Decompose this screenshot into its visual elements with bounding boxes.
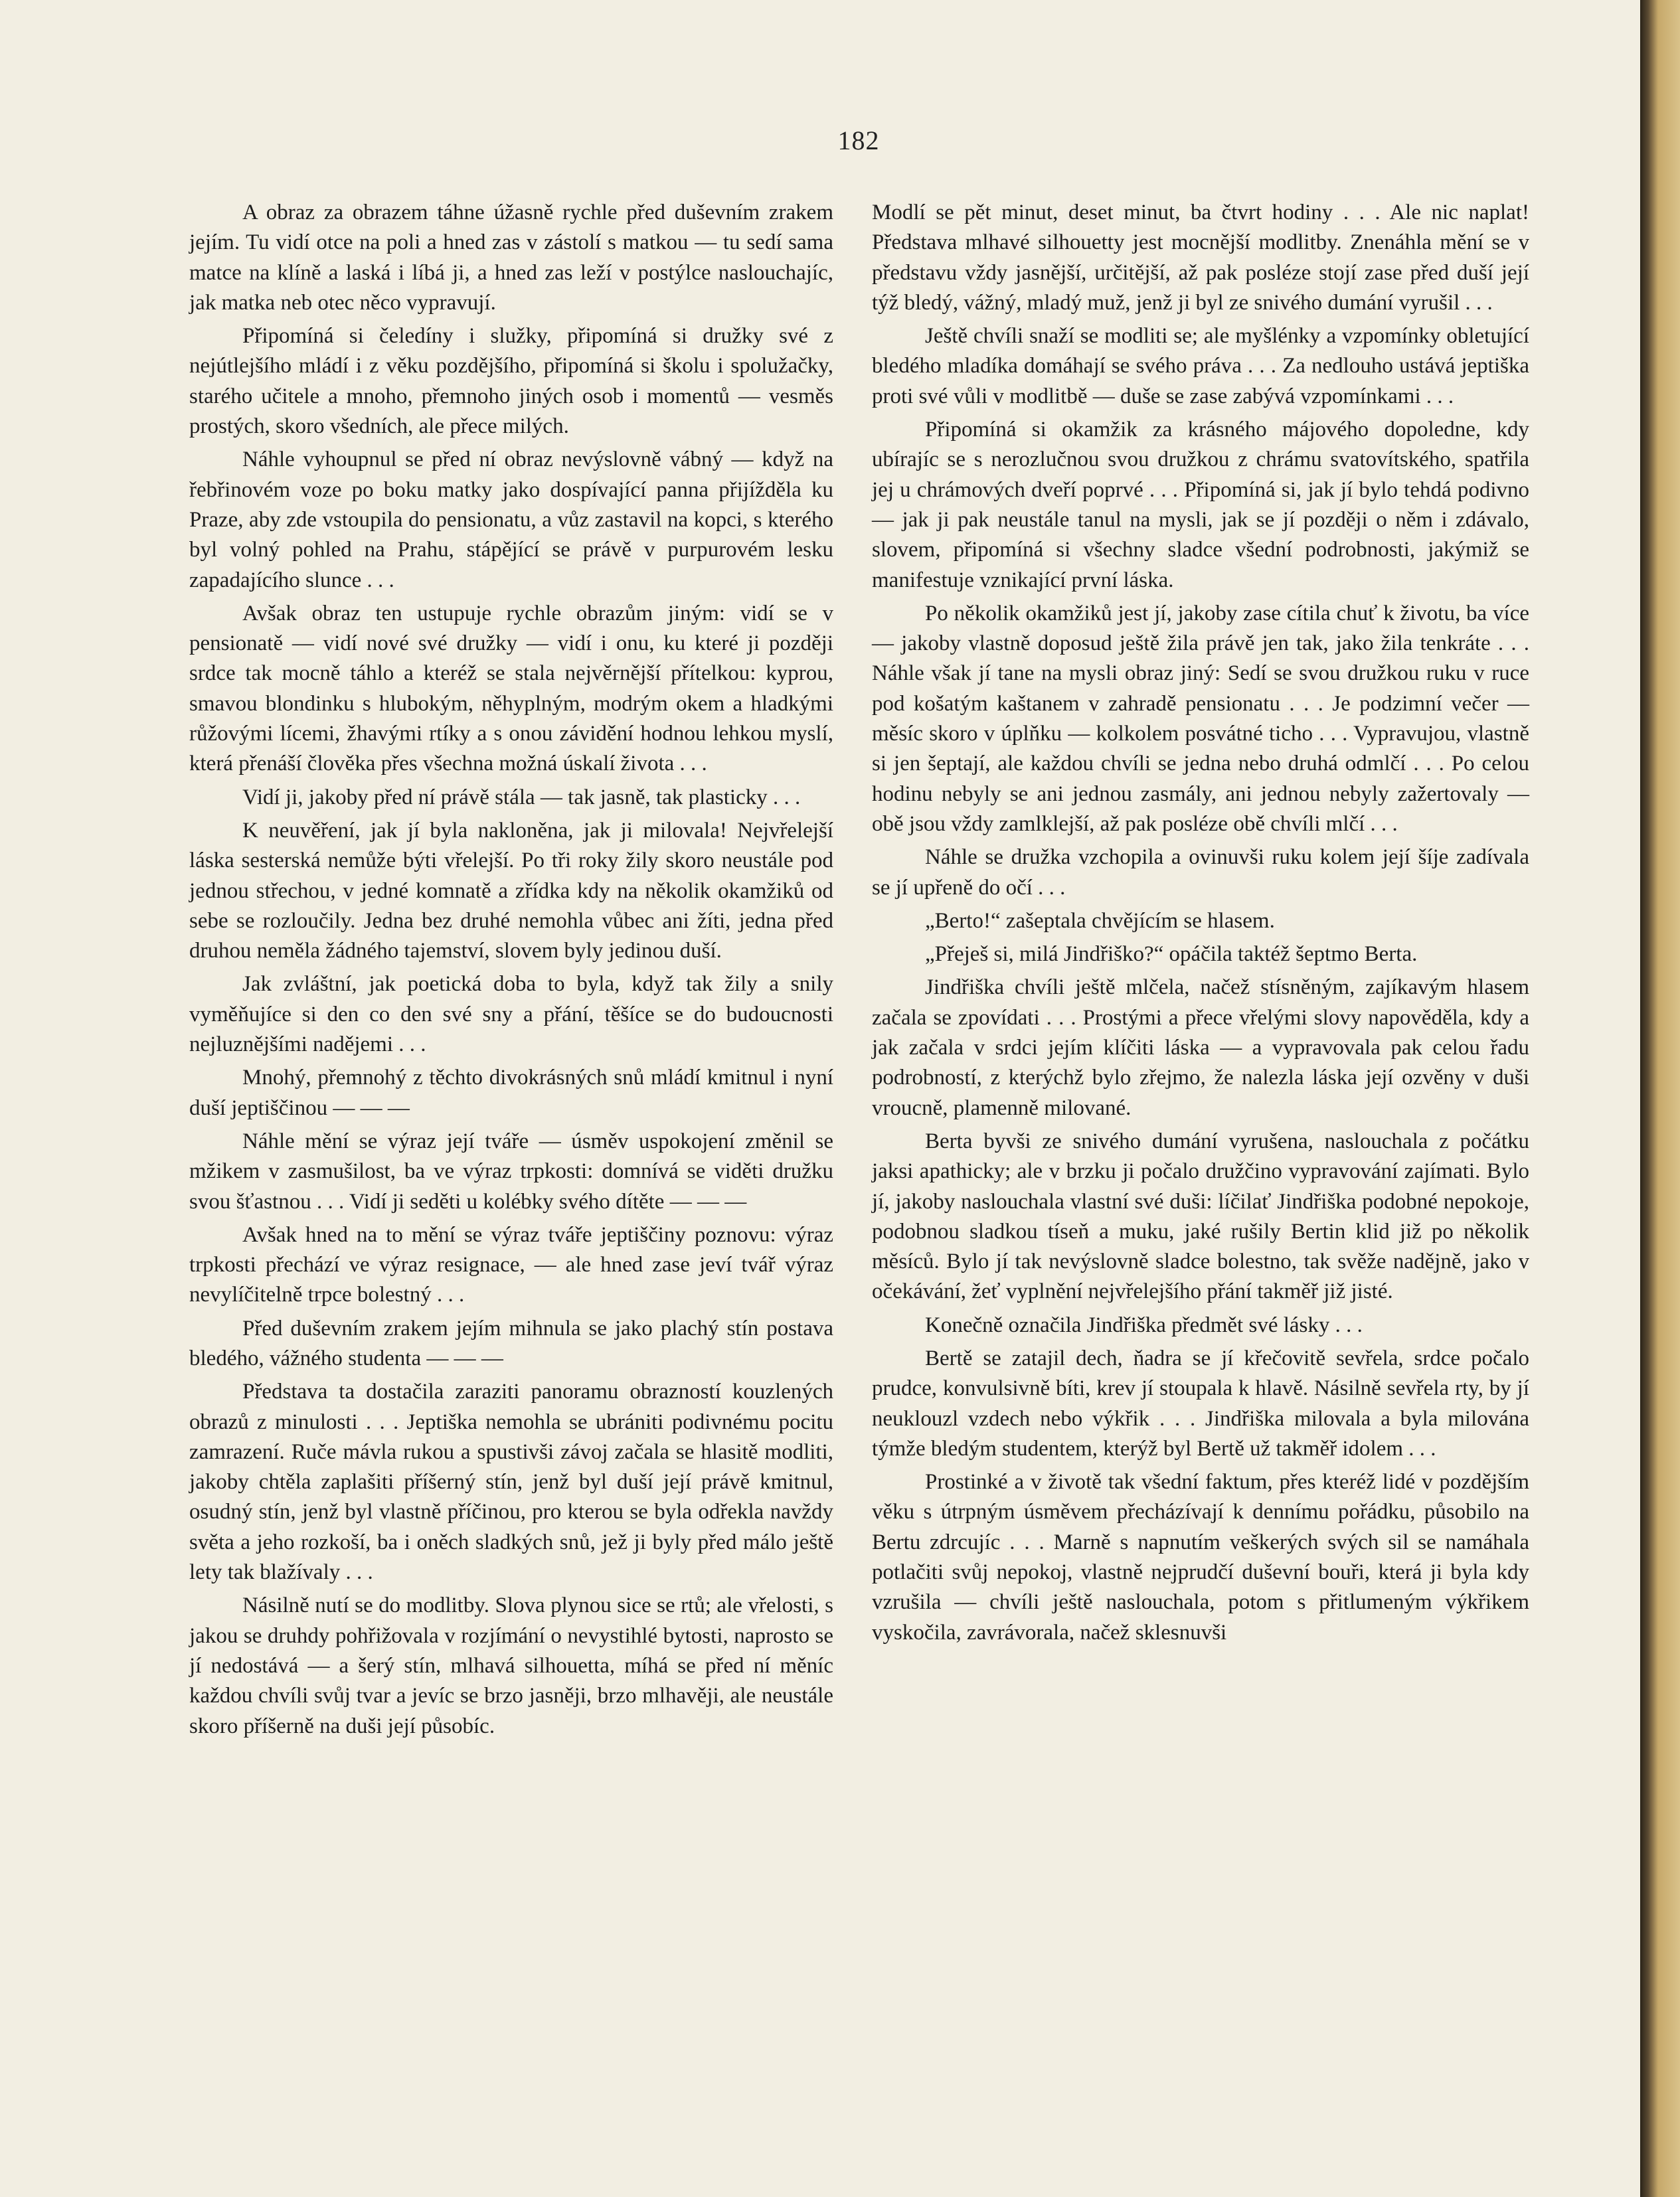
paragraph: „Berto!“ zašeptala chvějícím se hlasem. [925, 908, 1275, 933]
paragraph: Bertě se zatajil dech, ňadra se jí křečovitě sevřela, srdce počalo prudce, konvulsivně bíti, krev jí stoupala k hlavě. Násilně sevřela rty, by jí neuklouzl vzdech nebo výkřik . . . Jindřiška milovala a byla milována týmže bledým studentem, kterýž byl Bertě už takměř idolem . . . [872, 1346, 1529, 1461]
paragraph: A obraz za obrazem táhne úžasně rychle před duševním zrakem jejím. Tu vidí otce na poli a hned zas v zástolí s matkou — tu sedí sama matce na klíně a laská i líbá ji, a hned zas leží v postýlce naslouchajíc, jak matka neb otec něco vypravují. [189, 201, 833, 315]
right-column [872, 198, 1529, 1648]
column-divider [851, 199, 852, 1985]
paragraph: „Přeješ si, milá Jindřiško?“ opáčila taktéž šeptmo Berta. [925, 942, 1418, 967]
paragraph: Náhle vyhoupnul se před ní obraz nevýslovně vábný — když na řebřinovém voze po boku matky jako dospívající panna přijížděla ku Praze, aby zde vstoupila do pensionatu, a vůz zastavil na kopci, s kterého byl volný pohled na Prahu, stápějící se právě v purpurovém lesku zapadajícího slunce . . . [189, 448, 833, 592]
page-edge-binding [1640, 0, 1680, 2197]
paragraph: Prostinké a v životě tak všední faktum, přes kteréž lidé v pozdějším věku s útrpným úsměvem přecházívají k dennímu pořádku, působilo na Bertu zdrcujíc . . . Marně s napnutím veškerých svých sil se namáhala potlačiti svůj nepokoj, vlastně nejprudčí duševní bouři, která ji byla kdy vzrušila — chvíli ještě naslouchala, potom s přitlumeným výkřikem vyskočila, zavrávorala, načež sklesnuvši [872, 1470, 1529, 1645]
page-number: 182 [837, 125, 880, 155]
paragraph: Připomíná si čeledíny i služky, připomíná si družky své z nejútlejšího mládí i z věku pozdějšího, připomíná si školu i spolužačky, starého učitele a mnoho, přemnoho jiných osob i momentů — vesměs prostých, skoro všedních, ale přece milých. [189, 324, 833, 439]
paragraph: Avšak hned na to mění se výraz tváře jeptiščiny poznovu: výraz trpkosti přechází ve výraz resignace, — ale hned zase jeví tvář výraz nevylíčitelně trpce bolestný . . . [189, 1222, 833, 1307]
paragraph: Modlí se pět minut, deset minut, ba čtvrt hodiny . . . Ale nic naplat! Představa mlhavé silhouetty jest mocnější modlitby. Znenáhla mění se v představu vždy jasnější, určitější, až pak posléze stojí zase před duší její týž bledý, vážný, mladý muž, jenž ji byl ze snivého dumání vyrušil . . . [872, 201, 1529, 315]
paragraph: Jindřiška chvíli ještě mlčela, načež stísněným, zajíkavým hlasem začala se zpovídati . . . Prostými a přece vřelými slovy napověděla, kdy a jak začala v srdci jejím klíčiti láska — a vypravovala pak celou řadu podrobností, z kterýchž bylo zřejmo, že nalezla láska její ozvěny v duši vroucně, plamenně milované. [872, 975, 1529, 1120]
paragraph: Náhle se družka vzchopila a ovinuvši ruku kolem její šíje zadívala se jí upřeně do očí . . . [872, 845, 1529, 900]
paragraph: Avšak obraz ten ustupuje rychle obrazům jiným: vidí se v pensionatě — vidí nové své družky — vidí i onu, ku které ji později srdce tak mocně táhlo a kteréž se stala nejvěrnější přítelkou: kyprou, smavou blondinku s hlubokým, něhyplným, modrým okem a hladkými růžovými lícemi, žhavými rtíky a s onou závidění hodnou lehkou myslí, která přenáší člověka přes všechna možná úskalí života . . . [189, 601, 833, 776]
paragraph: Berta byvši ze snivého dumání vyrušena, naslouchala z počátku jaksi apathicky; ale v brzku ji počalo družčino vypravování zajímati. Bylo jí, jakoby naslouchala vlastní své duši: líčilať Jindřiška podobné nepokoje, podobnou sladkou tíseň a muku, jaké rušily Bertin klid již po několik měsíců. Bylo jí tak nevýslovně sladce bolestno, tak svěže nadějně, jako v očekávání, žeť vyplnění nejvřelejšího přání takměř již jisté. [872, 1129, 1529, 1304]
paragraph: Představa ta dostačila zaraziti panoramu obrazností kouzlených obrazů z minulosti . . . Jeptiška nemohla se ubrániti podivnému pocitu zamrazení. Ruče mávla rukou a spustivši závoj začala se hlasitě modliti, jakoby chtěla zaplašiti příšerný stín, jenž byl duší její právě kmitnul, osudný stín, jenž byl vlastně příčinou, pro kterou se byla odřekla navždy světa a jeho rozkoší, ba i oněch sladkých snů, jež ji byly před málo ještě lety tak blažívaly . . . [189, 1380, 833, 1585]
paragraph: Připomíná si okamžik za krásného májového dopoledne, kdy ubírajíc se s nerozlučnou svou družkou z chrámu svatovítského, spatřila jej u chrámových dveří poprvé . . . Připomíná si, jak jí bylo tehdá podivno — jak ji pak neustále tanul na mysli, jak se jí později o něm i zdávalo, slovem, připomíná si všechny sladce všední podrobnosti, jakýmiž se manifestuje vznikající první láska. [872, 418, 1529, 592]
paragraph: Vidí ji, jakoby před ní právě stála — tak jasně, tak plasticky . . . [242, 785, 801, 809]
paragraph: Před duševním zrakem jejím mihnula se jako plachý stín postava bledého, vážného studenta — — — [189, 1316, 833, 1370]
left-column [189, 198, 833, 1742]
paragraph: K neuvěření, jak jí byla nakloněna, jak ji milovala! Nejvřelejší láska sesterská nemůže býti vřelejší. Po tři roky žily skoro neustále pod jednou střechou, v jedné komnatě a zřídka kdy na několik okamžiků od sebe se rozloučily. Jedna bez druhé nemohla vůbec ani žíti, jedna před druhou neměla žádného tajemství, slovem byly jedinou duší. [189, 818, 833, 963]
paragraph: Náhle mění se výraz její tváře — úsměv uspokojení změnil se mžikem v zasmušilost, ba ve výraz trpkosti: domnívá se viděti družku svou šťastnou . . . Vidí ji seděti u kolébky svého dítěte — — — [189, 1129, 833, 1214]
paragraph: Násilně nutí se do modlitby. Slova plynou sice se rtů; ale vřelosti, s jakou se druhdy pohřižovala v rozjímání o nevystihlé bytosti, naprosto se jí nedostává — a šerý stín, mlhavá silhouetta, míhá se před ní měníc každou chvíli svůj tvar a jevíc se brzo jasněji, brzo mlhavěji, ale neustále skoro příšerně na duši její působíc. [189, 1593, 833, 1738]
paragraph: Jak zvláštní, jak poetická doba to byla, když tak žily a snily vyměňujíce si den co den své sny a přání, těšíce se do budoucnosti nejluznějšími nadějemi . . . [189, 972, 833, 1057]
paragraph: Konečně označila Jindřiška předmět své lásky . . . [925, 1313, 1363, 1337]
paragraph: Ještě chvíli snaží se modliti se; ale myšlénky a vzpomínky obletující bledého mladíka domáhají se svého práva . . . Za nedlouho ustává jeptiška proti své vůli v modlitbě — duše se zase zabývá vzpomínkami . . . [872, 324, 1529, 408]
paragraph: Po několik okamžiků jest jí, jakoby zase cítila chuť k životu, ba více — jakoby vlastně doposud ještě žila právě jen tak, jako žila tenkráte . . . Náhle však jí tane na mysli obraz jiný: Sedí se svou družkou ruku v ruce pod košatým kaštanem v zahradě pensionatu . . . Je podzimní večer — měsíc skoro v úplňku — kolkolem posvátné ticho . . . Vypravujou, vlastně si jen šeptají, ale každou chvíli se jedna nebo druhá odmlčí . . . Po celou hodinu nebyly se ani jednou zasmály, ani jednou nebyly zažertovaly — obě jsou vždy zamlklejší, až pak posléze obě chvíli mlčí . . . [872, 601, 1529, 836]
paragraph: Mnohý, přemnohý z těchto divokrásných snů mládí kmitnul i nyní duší jeptiščinou — — — [189, 1066, 833, 1120]
